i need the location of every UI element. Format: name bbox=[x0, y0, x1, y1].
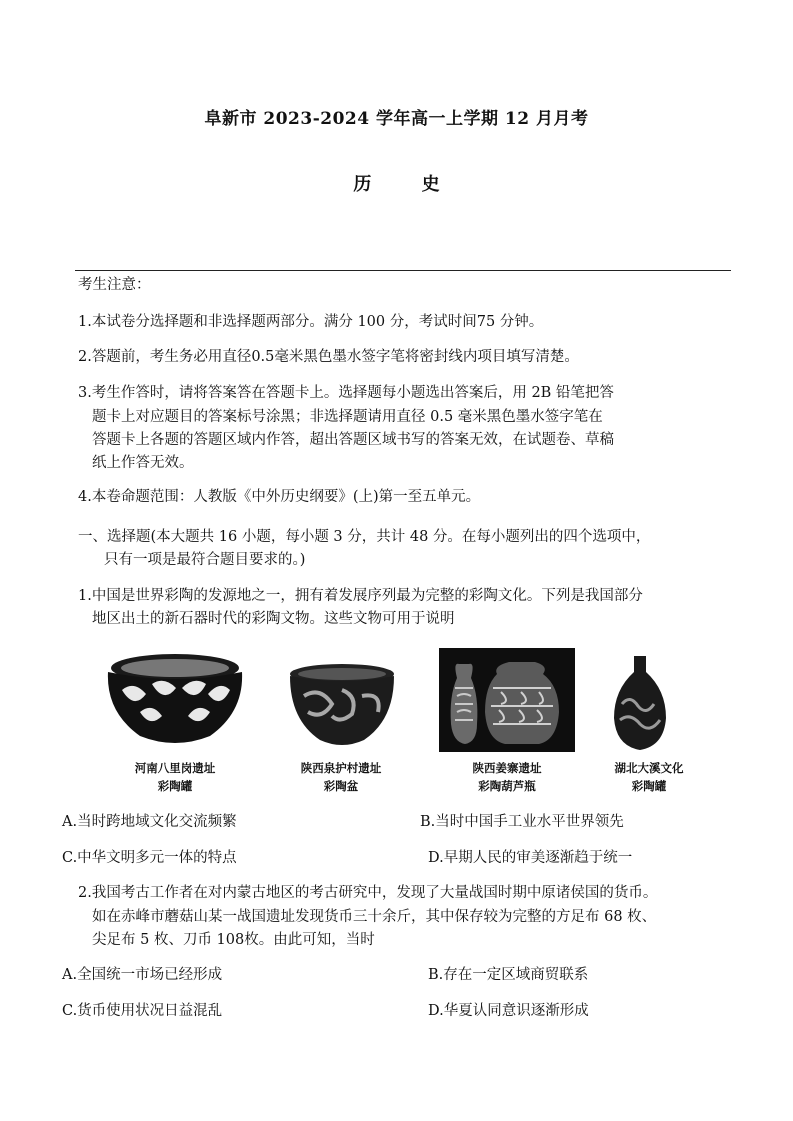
question-2-stem-line-1: 2.我国考古工作者在对内蒙古地区的考古研究中，发现了大量战国时期中原诸侯国的货币。 bbox=[78, 885, 658, 901]
figure-4-caption bbox=[594, 759, 704, 795]
notice-item-3-line-1: 3.考生作答时，请将答案答在答题卡上。选择题每小题选出答案后，用 2B 铅笔把答 bbox=[78, 385, 614, 401]
figure-3-caption bbox=[440, 759, 574, 795]
question-2-option-b: B.存在一定区域商贸联系 bbox=[428, 967, 589, 983]
question-2-option-d: D.华夏认同意识逐渐形成 bbox=[428, 1003, 589, 1019]
notice-item-2: 2.答题前，考生务必用直径0.5毫米黑色墨水签字笔将密封线内项目填写清楚。 bbox=[78, 349, 579, 365]
question-1-option-c: C.中华文明多元一体的特点 bbox=[62, 850, 237, 866]
figure-1-caption-object: 彩陶罐 bbox=[157, 779, 193, 793]
notice-heading: 考生注意： bbox=[78, 277, 151, 293]
subject-title: 历 史 bbox=[353, 174, 462, 195]
question-2-stem-line-3: 尖足布 5 枚、刀币 108枚。由此可知，当时 bbox=[92, 932, 375, 948]
figure-4-caption-object: 彩陶罐 bbox=[631, 779, 667, 793]
figure-1-caption bbox=[108, 759, 242, 795]
question-1-option-d: D.早期人民的审美逐渐趋于统一 bbox=[428, 850, 633, 866]
figure-2-caption-site: 陕西泉护村遗址 bbox=[300, 761, 382, 775]
figure-3-caption-object: 彩陶葫芦瓶 bbox=[478, 779, 536, 793]
header-divider bbox=[75, 270, 731, 271]
question-2-option-a: A.全国统一市场已经形成 bbox=[62, 967, 223, 983]
question-1-option-b: B.当时中国手工业水平世界领先 bbox=[420, 814, 624, 830]
section-1-heading-line-2: 只有一项是最符合题目要求的。) bbox=[104, 552, 306, 568]
figure-4-caption-site: 湖北大溪文化 bbox=[614, 761, 684, 775]
figure-3-caption-site: 陕西姜寨遗址 bbox=[472, 761, 542, 775]
figure-1-caption-site: 河南八里岗遗址 bbox=[134, 761, 216, 775]
figure-2-caption bbox=[274, 759, 408, 795]
question-1-option-a: A.当时跨地域文化交流频繁 bbox=[62, 814, 237, 830]
exam-title: 阜新市 2023-2024 学年高一上学期 12 月月考 bbox=[204, 109, 589, 129]
section-1-heading-line-1: 一、选择题(本大题共 16 小题，每小题 3 分，共计 48 分。在每小题列出的四个选项中， bbox=[78, 529, 651, 545]
notice-item-3-line-2: 题卡上对应题目的答案标号涂黑；非选择题请用直径 0.5 毫米黑色墨水签字笔在 bbox=[92, 409, 603, 425]
painted-pottery-basin-image-2 bbox=[286, 660, 398, 752]
question-1-stem-line-2: 地区出土的新石器时代的彩陶文物。这些文物可用于说明 bbox=[92, 611, 455, 627]
question-1-stem-line-1: 1.中国是世界彩陶的发源地之一，拥有着发展序列最为完整的彩陶文化。下列是我国部分 bbox=[78, 588, 643, 604]
question-2-option-c: C.货币使用状况日益混乱 bbox=[62, 1003, 223, 1019]
notice-item-3-line-3: 答题卡上各题的答题区域内作答，超出答题区域书写的答案无效，在试题卷、草稿 bbox=[92, 432, 614, 448]
painted-pottery-jar-image-1 bbox=[100, 650, 250, 750]
figure-2-caption-object: 彩陶盆 bbox=[323, 779, 359, 793]
notice-item-3-line-4: 纸上作答无效。 bbox=[92, 455, 194, 471]
notice-item-4: 4.本卷命题范围：人教版《中外历史纲要》(上)第一至五单元。 bbox=[78, 489, 481, 505]
question-2-stem-line-2: 如在赤峰市蘑菇山某一战国遗址发现货币三十余斤，其中保存较为完整的方足布 68 枚、 bbox=[92, 909, 657, 925]
notice-item-1: 1.本试卷分选择题和非选择题两部分。满分 100 分，考试时间75 分钟。 bbox=[78, 314, 544, 330]
painted-pottery-gourd-bottle-image-3 bbox=[439, 648, 575, 752]
painted-pottery-vase-image-4 bbox=[610, 654, 670, 754]
